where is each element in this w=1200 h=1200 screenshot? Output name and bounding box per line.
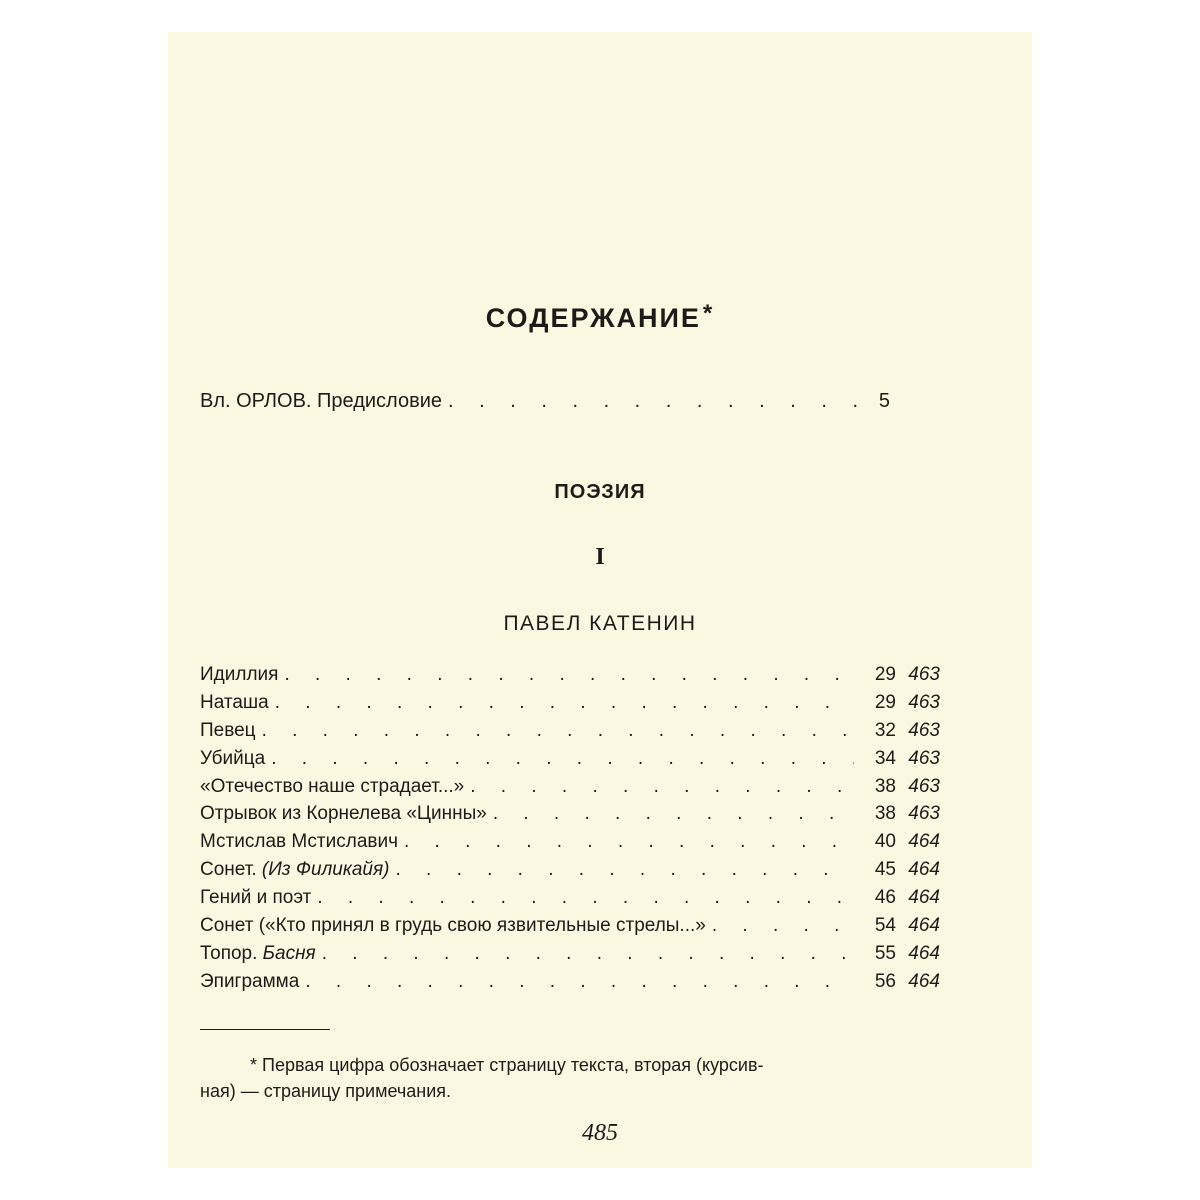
toc-entry-note-page: 464 (908, 970, 940, 992)
toc-entry-title (200, 831, 398, 853)
toc-entry-title-text: Идиллия (200, 664, 279, 685)
toc-entry-title (200, 859, 389, 881)
footnote (200, 1052, 938, 1104)
toc-entry-title-text: Наташа (200, 691, 269, 713)
toc-entry-page: 40 (874, 831, 896, 853)
title-footnote-mark: * (702, 300, 715, 327)
toc-entry-title (200, 664, 278, 686)
toc-entry-note-page: 463 (908, 775, 940, 797)
toc-entry-page: 29 (874, 691, 896, 713)
toc-entry (200, 859, 940, 887)
toc-entry-page: 54 (874, 915, 896, 937)
toc-entry-title-italic: (Из Филикайя) (261, 859, 390, 881)
toc-entry-page: 38 (874, 775, 896, 797)
toc-entry-note-page: 463 (908, 747, 940, 769)
toc-entry-page: 32 (874, 719, 896, 741)
toc-entry-page: 46 (874, 887, 896, 909)
toc-entry-title-text: «Отечество наше страдает...» (200, 775, 465, 797)
dot-leader (271, 748, 854, 770)
dot-leader (404, 831, 854, 853)
toc-entry (200, 887, 940, 915)
toc-entry-note-page: 463 (908, 691, 940, 713)
toc-entry-page: 56 (874, 970, 896, 992)
part-number: I (595, 544, 605, 570)
title-text: СОДЕРЖАНИЕ (485, 303, 701, 333)
preface-page: 5 (878, 390, 890, 412)
toc-entry-title (200, 915, 706, 937)
toc-entry-note-page: 463 (908, 803, 940, 825)
footnote-line-1: * Первая цифра обозначает страницу текста, вторая (курсив- (250, 1055, 764, 1075)
preface-title: Вл. ОРЛОВ. Предисловие (200, 390, 442, 412)
dot-leader (284, 664, 854, 686)
toc-entry (200, 664, 940, 692)
toc-entry-note-page: 464 (908, 859, 940, 881)
toc-entry-note-page: 463 (908, 719, 940, 741)
toc-entry-note-page: 464 (908, 831, 940, 853)
toc-entry (200, 776, 940, 804)
section-heading: ПОЭЗИЯ (554, 481, 646, 503)
dot-leader (395, 859, 854, 881)
toc-entry (200, 971, 940, 999)
preface-entry (200, 390, 890, 420)
toc-entry-title (200, 971, 299, 993)
toc-entry-title-text: Эпиграмма (200, 970, 300, 992)
toc-entry (200, 915, 940, 943)
book-page (168, 32, 1032, 1168)
toc-entry-title-text: Топор. (200, 942, 263, 964)
toc-entry-title-text: Сонет («Кто принял в грудь свою язвительные стрелы...» (200, 915, 706, 937)
toc-entry-title (200, 943, 316, 965)
toc-entry-note-page: 464 (908, 915, 940, 937)
toc-entry (200, 720, 940, 748)
toc-entry-page: 34 (874, 747, 896, 769)
toc-entry-title (200, 803, 487, 825)
toc-entry (200, 943, 940, 971)
dot-leader (712, 915, 854, 937)
toc-entry-title-text: Гений и поэт (200, 887, 312, 909)
toc-entry (200, 831, 940, 859)
page-number: 485 (582, 1120, 618, 1146)
dot-leader (322, 943, 854, 965)
toc-list (200, 664, 940, 999)
author-heading: ПАВЕЛ КАТЕНИН (503, 612, 697, 635)
toc-entry (200, 748, 940, 776)
footnote-line-2: ная) — страницу примечания. (200, 1081, 451, 1101)
toc-entry-page: 38 (874, 803, 896, 825)
toc-entry-title-text: Отрывок из Корнелева «Цинны» (200, 803, 487, 825)
footnote-rule (200, 1029, 330, 1030)
dot-leader (275, 692, 854, 714)
dot-leader (448, 390, 873, 413)
toc-entry (200, 803, 940, 831)
toc-entry-page: 29 (874, 664, 896, 685)
toc-entry-page: 55 (874, 942, 896, 964)
dot-leader (493, 803, 854, 825)
toc-entry-title (200, 887, 311, 909)
toc-entry-page: 45 (874, 859, 896, 881)
toc-entry-title (200, 776, 464, 798)
toc-entry-title (200, 692, 269, 714)
toc-entry (200, 692, 940, 720)
dot-leader (470, 776, 854, 798)
toc-entry-title-text: Певец (200, 719, 256, 741)
dot-leader (262, 720, 854, 742)
dot-leader (305, 971, 854, 993)
toc-entry-note-page: 464 (908, 887, 940, 909)
toc-entry-note-page: 463 (908, 664, 940, 685)
dot-leader (317, 887, 854, 909)
toc-entry-title (200, 720, 256, 742)
toc-entry-title-text: Сонет. (200, 859, 262, 881)
toc-entry-note-page: 464 (908, 942, 940, 964)
toc-entry-title-italic: Басня (262, 942, 316, 964)
toc-entry-title-text: Мстислав Мстиславич (200, 831, 398, 853)
toc-entry-title (200, 748, 265, 770)
toc-entry-title-text: Убийца (200, 747, 266, 769)
page-title (168, 300, 1032, 334)
